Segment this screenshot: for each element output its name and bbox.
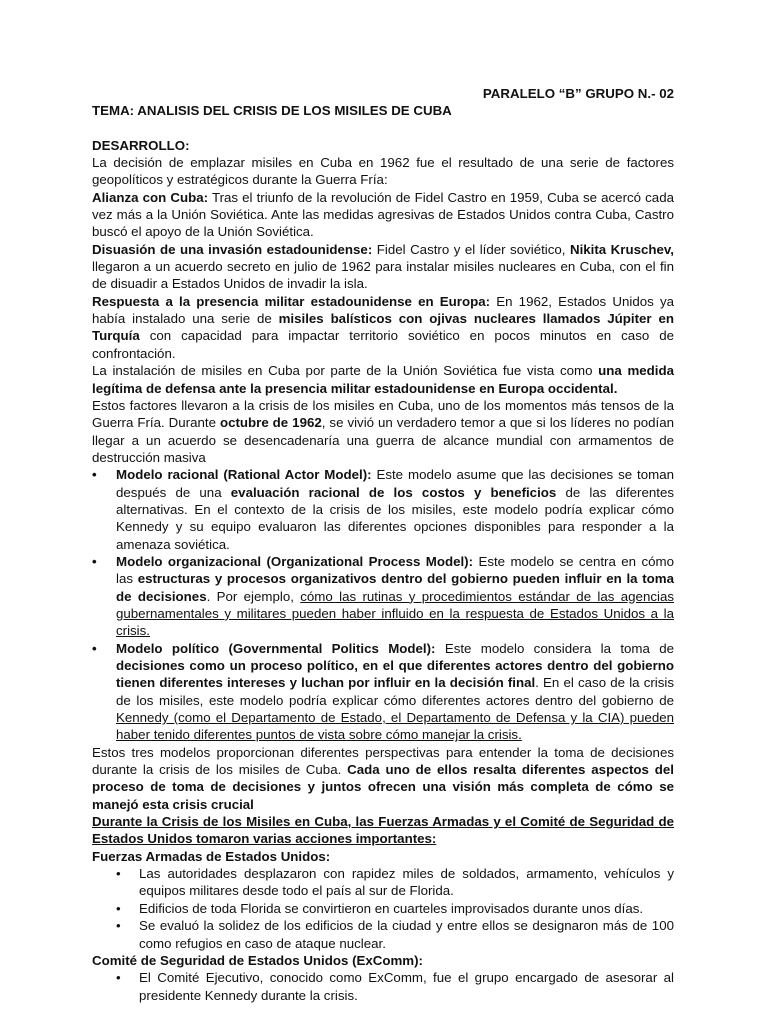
comite-list xyxy=(92,969,674,1004)
paragraph-text: , se vivió un verdadero temor a que si los líderes no podían llegar a un acuerdo se desencadenaría una guerra de alcance mundial con armamentos de destrucción masiva xyxy=(92,415,675,465)
bold-phrase: estructuras y procesos organizativos dentro del gobierno pueden influir en la toma de decisiones xyxy=(116,571,674,604)
paragraph-alianza xyxy=(92,189,674,241)
list-item-modelo-racional xyxy=(92,466,674,553)
bold-phrase: decisiones como un proceso político, en el que diferentes actores dentro del gobierno tienen diferentes intereses y luchan por influir en la decisión final xyxy=(116,658,674,691)
term-label: Alianza con Cuba: xyxy=(92,189,209,205)
paragraph-text: Estos factores llevaron a la crisis de los misiles en Cuba, uno de los momentos más tensos de la Guerra Fría. Durante xyxy=(92,397,674,431)
underlined-phrase: Kennedy (como el Departamento de Estado, el Departamento de Defensa y la CIA) pueden haber tenido diferentes puntos de vista sobre cómo manejar la crisis. xyxy=(116,710,674,743)
document-title: TEMA: ANALISIS DEL CRISIS DE LOS MISILES DE CUBA xyxy=(92,103,452,119)
actions-heading: Durante la Crisis de los Misiles en Cuba, las Fuerzas Armadas y el Comité de Seguridad de Estados Unidos tomaron varias acciones importantes: xyxy=(92,814,674,847)
paragraph-text: con capacidad para impactar territorio soviético en pocos minutos en caso de confrontación. xyxy=(92,328,674,361)
comite-heading: Comité de Seguridad de Estados Unidos (ExComm): xyxy=(92,952,423,968)
bold-phrase: evaluación racional de los costos y beneficios xyxy=(230,484,557,500)
model-text: Este modelo se centra en cómo las xyxy=(116,553,674,587)
list-item: • Las autoridades desplazaron con rapidez miles de soldados, armamento, vehículos y equipos militares desde todo el país al sur de Florida. xyxy=(92,865,674,900)
list-item: • Edificios de toda Florida se convirtieron en cuarteles improvisados durante unos días. xyxy=(92,900,674,917)
paragraph-text: Fidel Castro y el líder soviético, xyxy=(372,241,570,257)
bold-phrase: misiles balísticos con ojivas nucleares llamados Júpiter en Turquía xyxy=(92,311,674,344)
paragraph-conclusion xyxy=(92,744,674,813)
model-text: Este modelo asume que las decisiones se toman después de una xyxy=(116,467,674,500)
model-text: Este modelo considera la toma de xyxy=(435,640,674,656)
paragraph-instalacion xyxy=(92,362,674,397)
group-header: PARALELO “B” GRUPO N.- 02 xyxy=(482,86,674,101)
intro-paragraph: La decisión de emplazar misiles en Cuba en 1962 fue el resultado de una serie de factores geopolíticos y estratégicos durante la Guerra Fría: xyxy=(92,155,674,188)
term-label: Disuasión de una invasión estadounidense: xyxy=(92,241,373,257)
paragraph-text: Estos tres modelos proporcionan diferentes perspectivas para entender la toma de decisiones durante la crisis de los misiles de Cuba. xyxy=(92,744,674,778)
model-label: Modelo racional (Rational Actor Model): xyxy=(116,467,372,483)
fuerzas-heading: Fuerzas Armadas de Estados Unidos: xyxy=(92,848,331,864)
model-text: . Por ejemplo, xyxy=(206,588,301,604)
paragraph-disuasion xyxy=(92,241,674,293)
list-item: • Se evaluó la solidez de los edificios de la ciudad y entre ellos se designaron más de 100 como refugios en caso de ataque nuclear. xyxy=(92,917,674,952)
model-label: Modelo político (Governmental Politics Model): xyxy=(116,640,436,656)
bold-phrase: una medida legítima de defensa ante la presencia militar estadounidense en Europa occidental. xyxy=(92,363,675,396)
term-label: Respuesta a la presencia militar estadounidense en Europa: xyxy=(92,293,491,309)
paragraph-text: Tras el triunfo de la revolución de Fidel Castro en 1959, Cuba se acercó cada vez más a la Unión Soviética. Ante las medidas agresivas de Estados Unidos contra Cuba, Castro buscó el apoyo de la Unión Soviética. xyxy=(92,189,674,240)
paragraph-text: En 1962, Estados Unidos ya había instalado una serie de xyxy=(92,293,674,327)
fuerzas-list xyxy=(92,865,674,952)
paragraph-text: La instalación de misiles en Cuba por parte de la Unión Soviética fue vista como xyxy=(92,363,599,379)
bold-phrase: Cada uno de ellos resalta diferentes aspectos del proceso de toma de decisiones y juntos ofrecen una visión más completa de cómo se manejó esta crisis crucial xyxy=(92,762,674,812)
spacer xyxy=(92,120,674,137)
document-page xyxy=(92,85,674,1004)
paragraph-text: llegaron a un acuerdo secreto en julio de 1962 para instalar misiles nucleares en Cuba, con el fin de disuadir a Estados Unidos de invadir la isla. xyxy=(92,259,674,292)
model-label: Modelo organizacional (Organizational Process Model): xyxy=(116,553,474,569)
underlined-phrase: cómo las rutinas y procedimientos estándar de las agencias gubernamentales y militares pueden haber influido en la respuesta de Estados Unidos a la crisis. xyxy=(116,588,674,639)
section-heading: DESARROLLO: xyxy=(92,137,190,153)
bold-date: octubre de 1962 xyxy=(219,415,322,431)
bold-name: Nikita Kruschev, xyxy=(569,241,674,257)
list-item-modelo-politico xyxy=(92,640,674,744)
list-item: • El Comité Ejecutivo, conocido como ExComm, fue el grupo encargado de asesorar al presidente Kennedy durante la crisis. xyxy=(92,969,674,1004)
paragraph-respuesta xyxy=(92,293,674,362)
models-list xyxy=(92,466,674,744)
list-item-modelo-organizacional xyxy=(92,553,674,640)
model-text: . En el caso de la crisis de los misiles, este modelo podría explicar cómo diferentes actores dentro del gobierno de xyxy=(116,675,674,708)
paragraph-factores xyxy=(92,397,674,466)
model-text: de las diferentes alternativas. En el contexto de la crisis de los misiles, este modelo podría explicar cómo Kennedy y su equipo evaluaron las diferentes opciones disponibles para responder a la amenaza soviética. xyxy=(116,484,674,552)
